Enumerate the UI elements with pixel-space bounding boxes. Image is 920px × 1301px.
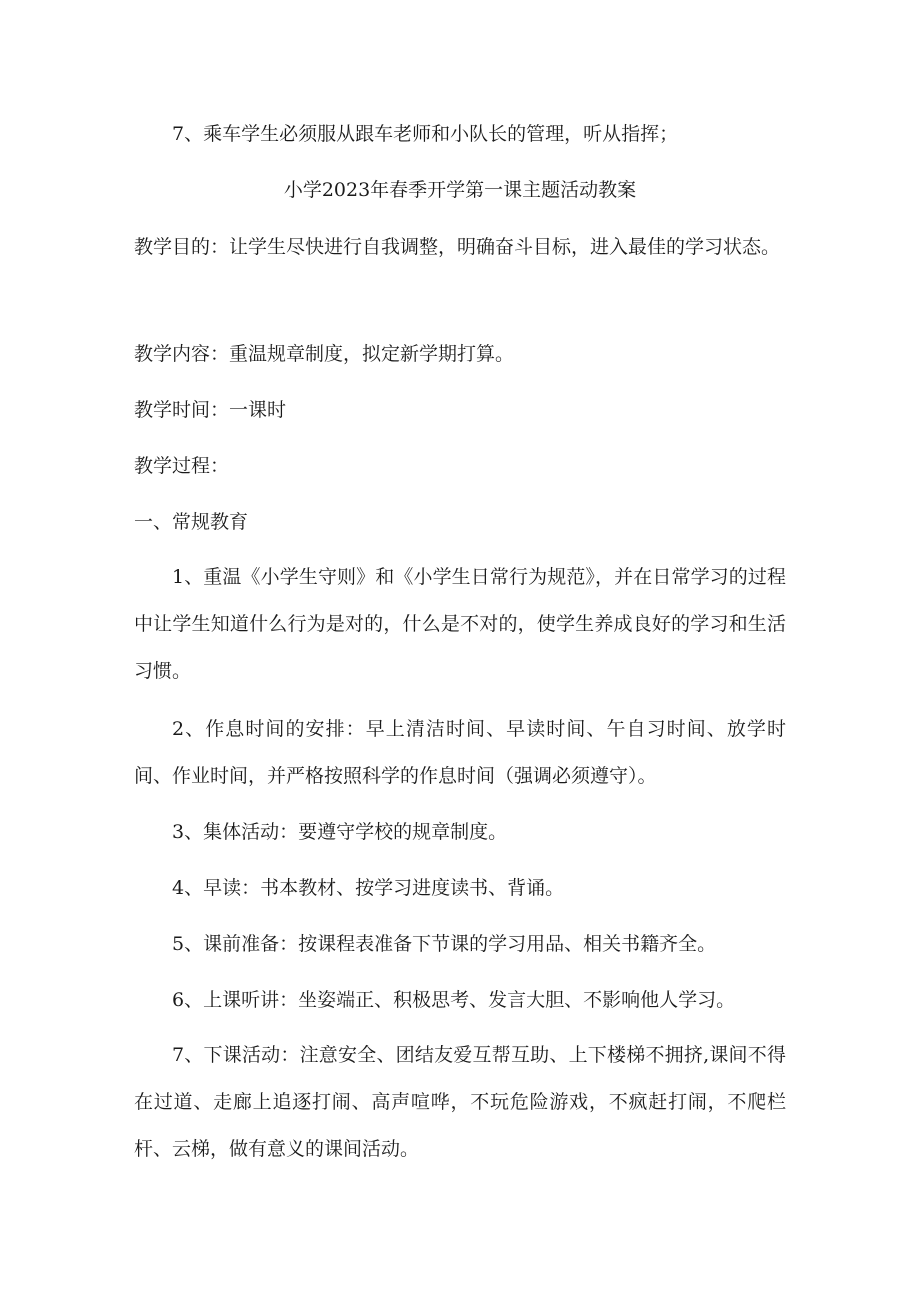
document-title: 小学2023年春季开学第一课主题活动教案 bbox=[283, 179, 637, 201]
list-item: 4、早读：书本教材、按学习进度读书、背诵。 bbox=[172, 877, 565, 899]
list-item: 5、课前准备：按课程表准备下节课的学习用品、相关书籍齐全。 bbox=[172, 933, 717, 955]
list-item: 7、下课活动：注意安全、团结友爱互帮互助、上下楼梯不拥挤,课间不得在过道、走廊上追逐打闹、高声喧哗，不玩危险游戏，不疯赶打闹，不爬栏杆、云梯，做有意义的课间活动。 bbox=[134, 1044, 786, 1160]
previous-rule-item: 7、乘车学生必须服从跟车老师和小队长的管理，听从指挥； bbox=[172, 123, 679, 145]
teaching-time: 教学时间：一课时 bbox=[134, 399, 287, 421]
list-item: 1、重温《小学生守则》和《小学生日常行为规范》，并在日常学习的过程中让学生知道什么行为是对的，什么是不对的，使学生养成良好的学习和生活习惯。 bbox=[134, 566, 786, 682]
list-item: 3、集体活动：要遵守学校的规章制度。 bbox=[172, 821, 508, 843]
section-heading-routine-education: 一、常规教育 bbox=[134, 511, 249, 533]
list-item: 6、上课听讲：坐姿端正、积极思考、发言大胆、不影响他人学习。 bbox=[172, 989, 736, 1011]
teaching-goal: 教学目的：让学生尽快进行自我调整，明确奋斗目标，进入最佳的学习状态。 bbox=[134, 236, 781, 258]
teaching-process-heading: 教学过程： bbox=[134, 455, 230, 477]
teaching-content: 教学内容：重温规章制度，拟定新学期打算。 bbox=[134, 343, 515, 365]
list-item: 2、作息时间的安排：早上清洁时间、早读时间、午自习时间、放学时间、作业时间，并严格按照科学的作息时间（强调必须遵守）。 bbox=[134, 718, 786, 787]
